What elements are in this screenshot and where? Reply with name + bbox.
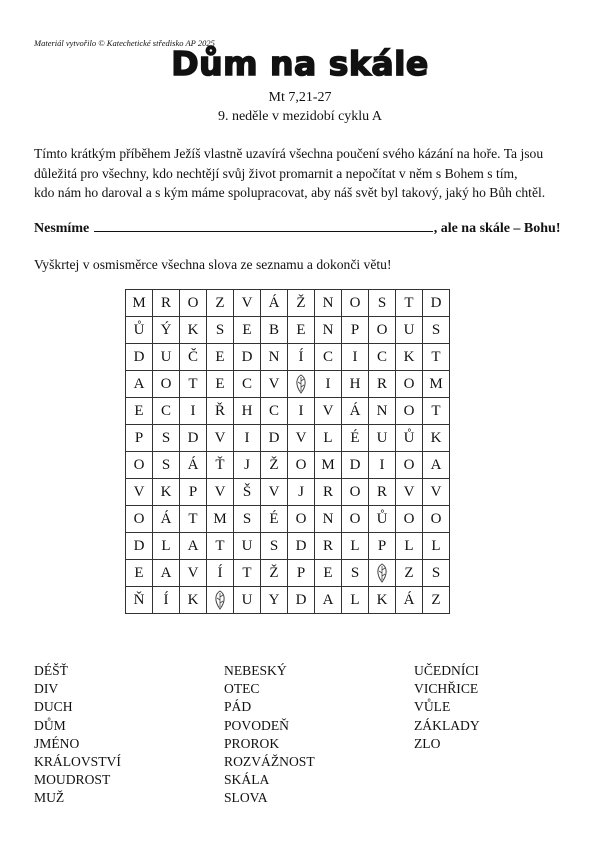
grid-cell[interactable]: E	[207, 344, 234, 371]
grid-cell[interactable]: P	[288, 560, 315, 587]
grid-cell[interactable]: O	[342, 479, 369, 506]
grid-cell[interactable]: V	[396, 479, 423, 506]
grid-cell[interactable]: V	[234, 290, 261, 317]
word-list-item: KRÁLOVSTVÍ	[34, 754, 121, 770]
grid-cell[interactable]: M	[423, 371, 450, 398]
grid-cell[interactable]: S	[207, 317, 234, 344]
answer-blank[interactable]	[94, 218, 433, 232]
grid-row	[126, 317, 450, 344]
grid-cell[interactable]: C	[261, 398, 288, 425]
grid-cell[interactable]: Ť	[207, 452, 234, 479]
intro-line: Tímto krátkým příběhem Ježíš vlastně uzavírá všechna poučení svého kázání na hoře. Ta jsou	[34, 146, 544, 161]
grid-cell[interactable]: Ž	[288, 290, 315, 317]
grid-cell[interactable]: S	[261, 533, 288, 560]
grid-cell[interactable]: R	[369, 371, 396, 398]
grid-cell[interactable]: O	[288, 452, 315, 479]
word-list-item: SKÁLA	[224, 772, 270, 788]
grid-cell[interactable]: O	[180, 290, 207, 317]
grid-cell[interactable]: Z	[423, 587, 450, 614]
grid-cell[interactable]: O	[396, 506, 423, 533]
word-list-column-2	[224, 662, 315, 808]
word-list-item: DÉŠŤ	[34, 663, 68, 678]
liturgical-occasion: 9. neděle v mezidobí cyklu A	[217, 109, 383, 124]
grid-cell[interactable]: C	[234, 371, 261, 398]
grid-cell[interactable]: S	[153, 425, 180, 452]
credit-line: Materiál vytvořilo © Katechetické středisko AP 2025	[34, 38, 215, 48]
grid-cell[interactable]: T	[234, 560, 261, 587]
grid-cell[interactable]: Á	[261, 290, 288, 317]
grid-cell[interactable]: D	[261, 425, 288, 452]
word-list-item: ZÁKLADY	[414, 717, 480, 733]
grid-cell[interactable]: D	[126, 344, 153, 371]
grid-cell[interactable]: V	[180, 560, 207, 587]
grid-cell[interactable]: E	[126, 398, 153, 425]
grid-row	[126, 560, 450, 587]
grid-cell[interactable]: Z	[396, 560, 423, 587]
sentence-end: , ale na skále – Bohu!	[433, 221, 561, 236]
grid-cell[interactable]: N	[315, 290, 342, 317]
sentence-start: Nesmíme	[34, 221, 90, 236]
grid-row	[126, 398, 450, 425]
grid-cell[interactable]: T	[396, 290, 423, 317]
grid-cell[interactable]: J	[288, 479, 315, 506]
word-list-item: PÁD	[224, 699, 252, 715]
grid-cell[interactable]: M	[126, 290, 153, 317]
grid-cell[interactable]: L	[153, 533, 180, 560]
grid-cell[interactable]: S	[423, 317, 450, 344]
completion-sentence	[34, 218, 574, 237]
grid-cell[interactable]: K	[153, 479, 180, 506]
grid-cell[interactable]: T	[423, 344, 450, 371]
grid-cell[interactable]: K	[396, 344, 423, 371]
grid-cell[interactable]: V	[126, 479, 153, 506]
grid-cell[interactable]: H	[234, 398, 261, 425]
leaf-icon	[288, 371, 315, 398]
grid-cell[interactable]: D	[288, 587, 315, 614]
word-list-column-1	[34, 662, 121, 808]
grid-cell[interactable]: V	[207, 425, 234, 452]
grid-cell[interactable]: L	[342, 533, 369, 560]
leaf-icon	[369, 560, 396, 587]
grid-row	[126, 425, 450, 452]
grid-cell[interactable]: C	[153, 398, 180, 425]
grid-cell[interactable]: H	[342, 371, 369, 398]
grid-cell[interactable]: É	[342, 425, 369, 452]
intro-line: kdo nám ho daroval a s kým máme spolupracovat, aby náš svět byl takový, jaký ho Bůh chtěl.	[34, 185, 546, 200]
word-list-item: UČEDNÍCI	[414, 663, 479, 678]
word-list-item: NEBESKÝ	[224, 663, 287, 678]
grid-cell[interactable]: V	[261, 371, 288, 398]
grid-cell[interactable]: U	[369, 425, 396, 452]
grid-cell[interactable]: O	[396, 398, 423, 425]
word-list-column-3	[414, 662, 480, 753]
grid-row	[126, 371, 450, 398]
grid-cell[interactable]: L	[396, 533, 423, 560]
grid-cell[interactable]: E	[126, 560, 153, 587]
grid-cell[interactable]: R	[153, 290, 180, 317]
grid-cell[interactable]: Ů	[126, 317, 153, 344]
grid-row	[126, 533, 450, 560]
grid-cell[interactable]: N	[369, 398, 396, 425]
grid-cell[interactable]: A	[180, 533, 207, 560]
grid-cell[interactable]: O	[342, 290, 369, 317]
leaf-icon	[207, 587, 234, 614]
grid-cell[interactable]: I	[234, 425, 261, 452]
grid-cell[interactable]: L	[423, 533, 450, 560]
grid-cell[interactable]: Č	[180, 344, 207, 371]
grid-cell[interactable]: R	[315, 533, 342, 560]
grid-cell[interactable]: Ů	[396, 425, 423, 452]
grid-cell[interactable]: E	[315, 560, 342, 587]
grid-cell[interactable]: V	[315, 398, 342, 425]
grid-cell[interactable]: E	[234, 317, 261, 344]
grid-cell[interactable]: S	[423, 560, 450, 587]
grid-cell[interactable]: T	[423, 398, 450, 425]
grid-cell[interactable]: K	[180, 587, 207, 614]
grid-cell[interactable]: Á	[342, 398, 369, 425]
word-list-item: VŮLE	[414, 699, 451, 715]
grid-cell[interactable]: I	[180, 398, 207, 425]
grid-cell[interactable]: Y	[261, 587, 288, 614]
grid-cell[interactable]: L	[315, 425, 342, 452]
grid-row	[126, 506, 450, 533]
word-list-item: OTEC	[224, 681, 260, 697]
grid-cell[interactable]: N	[261, 344, 288, 371]
page-title: Dům na skále	[171, 44, 429, 83]
grid-cell[interactable]: C	[315, 344, 342, 371]
grid-cell[interactable]: V	[288, 425, 315, 452]
grid-cell[interactable]: P	[369, 533, 396, 560]
grid-cell[interactable]: V	[207, 479, 234, 506]
grid-cell[interactable]: Á	[396, 587, 423, 614]
grid-cell[interactable]: A	[315, 587, 342, 614]
grid-cell[interactable]: P	[342, 317, 369, 344]
grid-cell[interactable]: J	[234, 452, 261, 479]
grid-cell[interactable]: Š	[234, 479, 261, 506]
grid-cell[interactable]: I	[315, 371, 342, 398]
word-list-item: JMÉNO	[34, 735, 80, 751]
grid-cell[interactable]: K	[180, 317, 207, 344]
grid-cell[interactable]: O	[126, 452, 153, 479]
grid-cell[interactable]: U	[234, 533, 261, 560]
grid-cell[interactable]: A	[126, 371, 153, 398]
word-search-grid	[125, 289, 450, 614]
word-list-item: DŮM	[34, 717, 66, 733]
grid-cell[interactable]: S	[369, 290, 396, 317]
word-list-item: PROROK	[224, 735, 280, 751]
grid-row	[126, 344, 450, 371]
grid-cell[interactable]: Á	[180, 452, 207, 479]
grid-cell[interactable]: T	[180, 506, 207, 533]
word-list-item: VICHŘICE	[414, 681, 479, 697]
word-list-item: MOUDROST	[34, 772, 111, 788]
grid-cell[interactable]: Ž	[261, 452, 288, 479]
grid-cell[interactable]: N	[315, 506, 342, 533]
grid-cell[interactable]: D	[126, 533, 153, 560]
grid-cell[interactable]: S	[342, 560, 369, 587]
grid-cell[interactable]: Í	[288, 344, 315, 371]
grid-row	[126, 479, 450, 506]
grid-cell[interactable]: Z	[207, 290, 234, 317]
grid-cell[interactable]: T	[180, 371, 207, 398]
grid-cell[interactable]: O	[369, 317, 396, 344]
grid-cell[interactable]: O	[342, 506, 369, 533]
bible-reference: Mt 7,21-27	[268, 90, 332, 105]
grid-cell[interactable]: L	[342, 587, 369, 614]
intro-paragraph	[34, 144, 574, 203]
grid-cell[interactable]: C	[369, 344, 396, 371]
grid-cell[interactable]: B	[261, 317, 288, 344]
grid-cell[interactable]: Á	[153, 506, 180, 533]
grid-cell[interactable]: O	[396, 371, 423, 398]
grid-cell[interactable]: M	[315, 452, 342, 479]
word-list-item: ROZVÁŽNOST	[224, 754, 315, 770]
word-list-item: DUCH	[34, 699, 73, 715]
grid-cell[interactable]: Ý	[153, 317, 180, 344]
grid-cell[interactable]: A	[423, 452, 450, 479]
grid-cell[interactable]: Í	[207, 560, 234, 587]
grid-row	[126, 587, 450, 614]
grid-cell[interactable]: V	[423, 479, 450, 506]
grid-cell[interactable]: O	[126, 506, 153, 533]
grid-row	[126, 452, 450, 479]
grid-cell[interactable]: O	[288, 506, 315, 533]
word-list-item: MUŽ	[34, 790, 65, 806]
grid-cell[interactable]: O	[153, 371, 180, 398]
grid-cell[interactable]: Ň	[126, 587, 153, 614]
word-list-item: SLOVA	[224, 790, 268, 806]
word-list-item: ZLO	[414, 735, 441, 751]
grid-cell[interactable]: O	[396, 452, 423, 479]
grid-cell[interactable]: D	[234, 344, 261, 371]
word-list-item: DIV	[34, 681, 59, 697]
grid-cell[interactable]: R	[369, 479, 396, 506]
instruction-text: Vyškrtej v osmisměrce všechna slova ze seznamu a dokonči větu!	[34, 257, 392, 272]
grid-cell[interactable]: I	[288, 398, 315, 425]
grid-cell[interactable]: A	[153, 560, 180, 587]
grid-cell[interactable]: I	[369, 452, 396, 479]
grid-cell[interactable]: N	[315, 317, 342, 344]
grid-cell[interactable]: Ž	[261, 560, 288, 587]
grid-cell[interactable]: D	[423, 290, 450, 317]
grid-cell[interactable]: K	[423, 425, 450, 452]
grid-cell[interactable]: Í	[153, 587, 180, 614]
grid-cell[interactable]: M	[207, 506, 234, 533]
grid-cell[interactable]: U	[234, 587, 261, 614]
grid-cell[interactable]: D	[180, 425, 207, 452]
intro-line: důležitá pro všechny, kdo nechtějí svůj život promarnit a nepočítat v něm s Bohem s tím,	[34, 165, 518, 181]
grid-cell[interactable]: Ů	[369, 506, 396, 533]
grid-cell[interactable]: D	[288, 533, 315, 560]
grid-cell[interactable]: T	[207, 533, 234, 560]
grid-cell[interactable]: U	[153, 344, 180, 371]
grid-cell[interactable]: P	[126, 425, 153, 452]
grid-cell[interactable]: S	[153, 452, 180, 479]
grid-cell[interactable]: I	[342, 344, 369, 371]
grid-cell[interactable]: E	[207, 371, 234, 398]
grid-cell[interactable]: S	[234, 506, 261, 533]
word-list-item: POVODEŇ	[224, 717, 289, 733]
grid-cell[interactable]: V	[261, 479, 288, 506]
grid-cell[interactable]: O	[423, 506, 450, 533]
grid-cell[interactable]: É	[261, 506, 288, 533]
grid-cell[interactable]: K	[369, 587, 396, 614]
grid-cell[interactable]: R	[315, 479, 342, 506]
grid-cell[interactable]: Ř	[207, 398, 234, 425]
grid-cell[interactable]: D	[342, 452, 369, 479]
grid-cell[interactable]: U	[396, 317, 423, 344]
grid-row	[126, 290, 450, 317]
grid-cell[interactable]: E	[288, 317, 315, 344]
grid-cell[interactable]: P	[180, 479, 207, 506]
